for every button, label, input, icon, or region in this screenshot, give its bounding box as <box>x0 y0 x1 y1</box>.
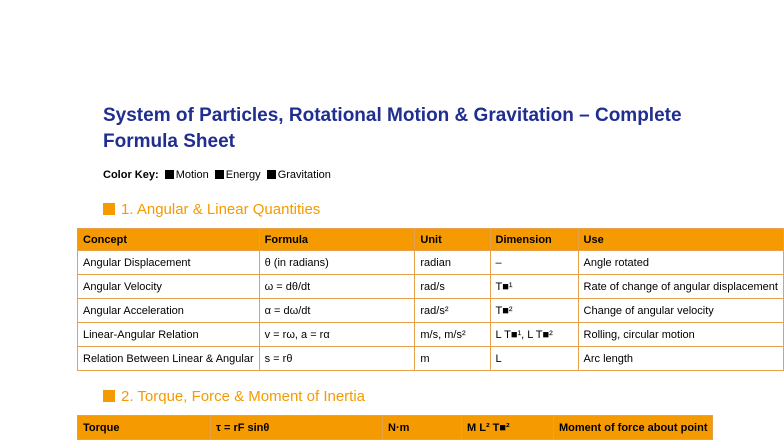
cell-unit: rad/s <box>415 275 490 299</box>
section-square-icon <box>103 203 115 215</box>
cell-use: Moment of force about point <box>554 416 713 440</box>
table-row <box>78 347 784 371</box>
color-key-gravitation: Gravitation <box>277 169 331 181</box>
table-row <box>78 299 784 323</box>
cell-concept: Angular Velocity <box>78 275 260 299</box>
cell-formula: v = rω, a = rα <box>259 323 415 347</box>
cell-formula: s = rθ <box>259 347 415 371</box>
cell-use: Change of angular velocity <box>578 299 783 323</box>
cell-dimension: T■¹ <box>490 275 578 299</box>
gravitation-swatch-icon <box>267 170 276 179</box>
table-row <box>78 251 784 275</box>
cell-unit: rad/s² <box>415 299 490 323</box>
section-1-heading-text: 1. Angular & Linear Quantities <box>121 201 321 218</box>
section-2-heading-text: 2. Torque, Force & Moment of Inertia <box>121 388 366 405</box>
page-title: System of Particles, Rotational Motion & Gravitation – Complete Formula Sheet <box>103 105 682 152</box>
energy-swatch-icon <box>215 170 224 179</box>
cell-concept: Relation Between Linear & Angular <box>78 347 260 371</box>
cell-dimension: T■² <box>490 299 578 323</box>
col-concept: Concept <box>78 229 260 251</box>
color-key-motion: Motion <box>175 169 209 181</box>
table-header-row <box>78 229 784 251</box>
cell-formula: τ = rF sinθ <box>211 416 383 440</box>
cell-formula: θ (in radians) <box>259 251 415 275</box>
section-2-heading <box>103 388 365 405</box>
section-square-icon <box>103 390 115 402</box>
col-formula: Formula <box>259 229 415 251</box>
col-dimension: Dimension <box>490 229 578 251</box>
cell-concept: Torque <box>78 416 211 440</box>
cell-concept: Linear-Angular Relation <box>78 323 260 347</box>
cell-formula: α = dω/dt <box>259 299 415 323</box>
cell-use: Rolling, circular motion <box>578 323 783 347</box>
cell-unit: m/s, m/s² <box>415 323 490 347</box>
cell-unit: m <box>415 347 490 371</box>
cell-use: Angle rotated <box>578 251 783 275</box>
cell-unit: radian <box>415 251 490 275</box>
cell-use: Rate of change of angular displacement <box>578 275 783 299</box>
table-row <box>78 275 784 299</box>
cell-dimension: L T■¹, L T■² <box>490 323 578 347</box>
cell-dimension: – <box>490 251 578 275</box>
table-header-row <box>78 416 713 440</box>
color-key-label: Color Key: <box>103 169 159 181</box>
table-row <box>78 323 784 347</box>
col-unit: Unit <box>415 229 490 251</box>
table-angular-linear <box>77 228 784 371</box>
cell-dimension: L <box>490 347 578 371</box>
col-use: Use <box>578 229 783 251</box>
color-key-energy: Energy <box>225 169 261 181</box>
section-1-heading <box>103 201 320 218</box>
color-key <box>103 169 331 181</box>
cell-dimension: M L² T■² <box>462 416 554 440</box>
cell-concept: Angular Acceleration <box>78 299 260 323</box>
cell-unit: N·m <box>383 416 462 440</box>
motion-swatch-icon <box>165 170 174 179</box>
cell-formula: ω = dθ/dt <box>259 275 415 299</box>
cell-concept: Angular Displacement <box>78 251 260 275</box>
cell-use: Arc length <box>578 347 783 371</box>
table-torque <box>77 415 713 440</box>
